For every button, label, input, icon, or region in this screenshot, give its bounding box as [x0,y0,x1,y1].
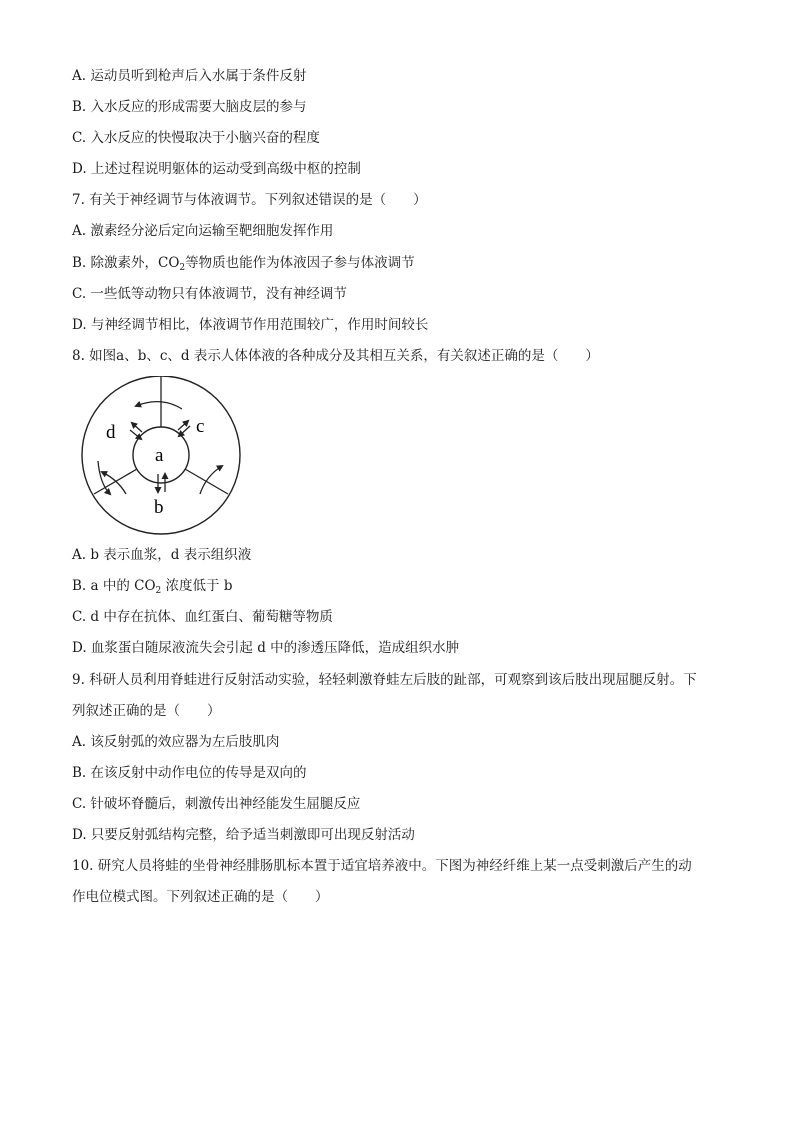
q6-option-c: C. 入水反应的快慢取决于小脑兴奋的程度 [72,130,320,146]
q10-stem-line2: 作电位模式图。下列叙述正确的是（ ） [72,889,329,905]
q8-option-b-text-pre: B. a 中的 CO [72,578,156,594]
q8-option-a: A. b 表示血浆，d 表示组织液 [72,547,252,563]
q9-option-b: B. 在该反射中动作电位的传导是双向的 [72,765,307,781]
q7-option-d: D. 与神经调节相比，体液调节作用范围较广，作用时间较长 [72,317,429,333]
arrow-d-to-a [130,430,141,439]
q9-stem-line1: 9. 科研人员利用脊蛙进行反射活动实验，轻轻刺激脊蛙左后肢的趾部，可观察到该后肢出现屈腿反射。下 [72,672,697,688]
q8-option-c: C. d 中存在抗体、血红蛋白、葡萄糖等物质 [72,609,333,625]
q8-option-b [72,577,233,595]
q7-option-b-text-pre: B. 除激素外，CO [72,255,180,271]
q9-stem-line2: 列叙述正确的是（ ） [72,703,221,719]
q7-option-c: C. 一些低等动物只有体液调节，没有神经调节 [72,286,347,302]
q7-option-b-text-post: 等物质也能作为体液因子参与体液调节 [185,255,415,271]
q8-option-b-text-post: 浓度低于 b [161,578,233,594]
q6-option-b: B. 入水反应的形成需要大脑皮层的参与 [72,99,307,115]
q8-option-b-subscript: 2 [155,586,162,596]
q9-option-c: C. 针破坏脊髓后，刺激传出神经能发生屈腿反应 [72,796,361,812]
q10-stem-line1: 10. 研究人员将蛙的坐骨神经腓肠肌标本置于适宜培养液中。下图为神经纤维上某一点受刺激后产生的动 [72,858,692,874]
arrow-c-to-d [136,402,182,409]
q6-option-a: A. 运动员听到枪声后入水属于条件反射 [72,68,307,84]
q7-option-b [72,254,415,272]
label-a: a [155,445,164,466]
body-fluid-diagram [78,376,244,536]
label-d: d [106,422,116,443]
label-c: c [196,416,205,437]
q6-option-d: D. 上述过程说明躯体的运动受到高级中枢的控制 [72,161,361,177]
q7-option-b-subscript: 2 [179,263,186,273]
q7-option-a: A. 激素经分泌后定向运输至靶细胞发挥作用 [72,223,334,239]
arrow-a-to-d [132,423,142,432]
q7-stem: 7. 有关于神经调节与体液调节。下列叙述错误的是（ ） [72,192,427,208]
q8-stem: 8. 如图a、b、c、d 表示人体体液的各种成分及其相互关系，有关叙述正确的是（ ） [72,348,599,364]
q8-option-d: D. 血浆蛋白随尿液流失会引起 d 中的渗透压降低，造成组织水肿 [72,640,460,656]
q9-option-a: A. 该反射弧的效应器为左后肢肌肉 [72,734,280,750]
label-b: b [154,497,164,518]
q9-option-d: D. 只要反射弧结构完整，给予适当刺激即可出现反射活动 [72,827,415,843]
arrow-d-to-b [98,461,110,494]
